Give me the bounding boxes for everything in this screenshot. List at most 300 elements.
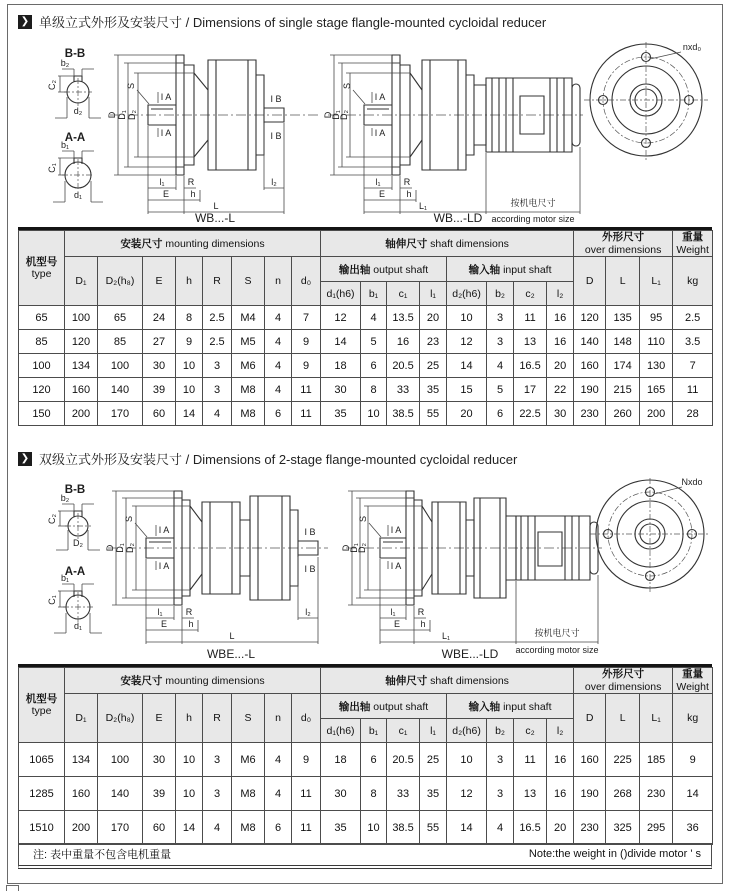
col-header: d₂(h6): [447, 719, 487, 743]
col-header: d₁(h6): [321, 282, 361, 306]
svg-text:L₁: L₁: [441, 631, 451, 641]
svg-text:I B: I B: [304, 564, 316, 574]
svg-text:A-A: A-A: [64, 566, 86, 578]
svg-text:I B: I B: [270, 131, 282, 141]
table-cell: 27: [143, 330, 176, 354]
table-cell: 38.5: [387, 811, 420, 845]
svg-text:d₁: d₁: [73, 190, 83, 200]
svg-text:D: D: [323, 111, 333, 119]
table-cell: 11: [292, 402, 321, 426]
table-cell: 4: [487, 811, 514, 845]
table-cell: 17: [514, 378, 547, 402]
svg-text:B-B: B-B: [64, 48, 86, 60]
table-cell: 3: [203, 743, 232, 777]
table-cell: 4: [265, 306, 292, 330]
table-cell: 1285: [19, 777, 65, 811]
table-row: [19, 330, 713, 354]
col-header: d₀: [292, 257, 321, 306]
table-cell: 4: [361, 306, 387, 330]
svg-text:D₁: D₁: [331, 110, 341, 120]
svg-text:d₁: d₁: [73, 621, 83, 631]
col-header: E: [143, 694, 176, 743]
table-cell: 6: [361, 743, 387, 777]
table-cell: 39: [143, 378, 176, 402]
svg-text:C₁: C₁: [47, 595, 57, 605]
table-cell: 6: [487, 402, 514, 426]
table-cell: 11: [292, 777, 321, 811]
group-over: 外形尺寸 over dimensions: [574, 668, 673, 694]
table1-header: [19, 231, 713, 306]
table-cell: 16: [547, 743, 574, 777]
table-row: [19, 743, 713, 777]
table-cell: 10: [447, 306, 487, 330]
table-cell: 20: [420, 306, 447, 330]
svg-text:E: E: [393, 619, 401, 629]
svg-text:I A: I A: [374, 92, 386, 102]
table-cell: 10: [176, 777, 203, 811]
view-wb-ld: [323, 55, 583, 224]
group-input-shaft: 输入轴 input shaft: [447, 257, 574, 282]
svg-text:b₁: b₁: [60, 573, 70, 583]
table-cell: 9: [292, 354, 321, 378]
table-cell: 10: [176, 743, 203, 777]
table-cell: 174: [606, 354, 640, 378]
group-over: 外形尺寸 over dimensions: [574, 231, 673, 257]
table-cell: 10: [176, 378, 203, 402]
table-cell: 14: [176, 811, 203, 845]
motor-size-note-zh: 按机电尺寸: [510, 198, 556, 208]
table-cell: M6: [232, 354, 265, 378]
table-cell: 65: [19, 306, 65, 330]
table-cell: 3: [203, 777, 232, 811]
svg-text:L: L: [229, 631, 235, 641]
table-cell: M8: [232, 402, 265, 426]
table-cell: 1065: [19, 743, 65, 777]
svg-text:R: R: [417, 607, 425, 617]
table-cell: M8: [232, 378, 265, 402]
table-cell: 3: [487, 330, 514, 354]
table-cell: 18: [321, 743, 361, 777]
table-cell: 190: [574, 378, 606, 402]
table-cell: 100: [19, 354, 65, 378]
table-cell: 14: [321, 330, 361, 354]
table-cell: M8: [232, 811, 265, 845]
svg-text:L₁: L₁: [418, 201, 428, 211]
table-cell: 20: [447, 402, 487, 426]
svg-text:B-B: B-B: [64, 484, 86, 496]
group-weight: 重量 Weight: [673, 231, 713, 257]
footnote-zh: 注: 表中重量不包含电机重量: [33, 848, 172, 861]
table-cell: 30: [321, 777, 361, 811]
table-cell: 120: [65, 330, 98, 354]
table-cell: 11: [673, 378, 713, 402]
table-cell: 2.5: [203, 306, 232, 330]
table-cell: 134: [65, 354, 98, 378]
svg-text:b₂: b₂: [60, 58, 70, 68]
table-cell: 4: [265, 354, 292, 378]
table-row: [19, 306, 713, 330]
svg-text:D₁: D₁: [115, 543, 125, 553]
table-cell: 5: [487, 378, 514, 402]
table-cell: 215: [606, 378, 640, 402]
drawing-single-stage: [18, 40, 712, 224]
table-cell: 3: [487, 777, 514, 811]
svg-text:C₂: C₂: [47, 514, 57, 524]
table-cell: 4: [487, 354, 514, 378]
table-cell: 295: [640, 811, 673, 845]
col-header: n: [265, 257, 292, 306]
table-cell: 140: [574, 330, 606, 354]
table-cell: 85: [19, 330, 65, 354]
svg-text:I A: I A: [160, 92, 172, 102]
table-cell: M8: [232, 777, 265, 811]
svg-text:l₂: l₂: [305, 607, 311, 617]
table-cell: 200: [640, 402, 673, 426]
table-cell: 10: [361, 811, 387, 845]
svg-text:I A: I A: [374, 128, 386, 138]
table-cell: 85: [98, 330, 143, 354]
col-header: D₁: [65, 694, 98, 743]
table-cell: 100: [98, 743, 143, 777]
svg-text:I B: I B: [304, 527, 316, 537]
col-header: D: [574, 694, 606, 743]
model-label-wbe-l: WBE...-L: [206, 647, 256, 661]
svg-text:R: R: [403, 177, 411, 187]
table-cell: 60: [143, 402, 176, 426]
table-cell: 14: [176, 402, 203, 426]
table-cell: 35: [321, 402, 361, 426]
table-cell: 9: [292, 743, 321, 777]
svg-text:R: R: [187, 177, 195, 187]
table-cell: 16.5: [514, 354, 547, 378]
svg-text:I A: I A: [160, 128, 172, 138]
table-cell: 4: [265, 743, 292, 777]
table-cell: 8: [176, 306, 203, 330]
table-cell: 11: [292, 811, 321, 845]
section-marker-icon: ❯: [18, 15, 32, 29]
table-cell: 16: [387, 330, 420, 354]
table-cell: 3: [487, 306, 514, 330]
table-cell: 22: [547, 378, 574, 402]
col-header: n: [265, 694, 292, 743]
table-cell: 200: [65, 402, 98, 426]
group-mounting: 安装尺寸 mounting dimensions: [65, 231, 321, 257]
table-row: [19, 378, 713, 402]
col-header: d₂(h6): [447, 282, 487, 306]
col-header: l₂: [547, 282, 574, 306]
svg-text:C₁: C₁: [47, 163, 57, 173]
col-header: l₂: [547, 719, 574, 743]
table-cell: 6: [361, 354, 387, 378]
col-header: R: [203, 694, 232, 743]
table-cell: 4: [265, 777, 292, 811]
table-cell: 20: [547, 354, 574, 378]
table-cell: 30: [143, 743, 176, 777]
svg-text:A-A: A-A: [64, 132, 86, 144]
model-label-wb-l: WB...-L: [194, 211, 236, 224]
table-cell: 22.5: [514, 402, 547, 426]
table-cell: 20: [547, 811, 574, 845]
col-header: c₁: [387, 719, 420, 743]
col-header: b₁: [361, 282, 387, 306]
table-cell: 9: [176, 330, 203, 354]
group-shaft: 轴伸尺寸 shaft dimensions: [321, 231, 574, 257]
table-cell: 135: [606, 306, 640, 330]
table-cell: 33: [387, 378, 420, 402]
table-cell: 36: [673, 811, 713, 845]
group-output-shaft: 输出轴 output shaft: [321, 694, 447, 719]
motor-size-note-zh: 按机电尺寸: [534, 628, 580, 638]
table-cell: 1510: [19, 811, 65, 845]
svg-text:D₁: D₁: [349, 543, 359, 553]
table-cell: 35: [321, 811, 361, 845]
model-label-wbe-ld: WBE...-LD: [441, 647, 499, 661]
table-cell: 60: [143, 811, 176, 845]
svg-text:E: E: [378, 189, 386, 199]
svg-text:b₁: b₁: [60, 140, 70, 150]
wbe-l-dimensions: [112, 491, 318, 644]
table-cell: 5: [361, 330, 387, 354]
table-cell: 15: [447, 378, 487, 402]
table-cell: 25: [420, 743, 447, 777]
col-header: D₂(h₈): [98, 694, 143, 743]
group-output-shaft: 输出轴 output shaft: [321, 257, 447, 282]
table-cell: 16: [547, 777, 574, 811]
table-cell: 35: [420, 777, 447, 811]
col-type: 机型号 type: [19, 668, 65, 743]
drawing-two-stage: [18, 476, 712, 662]
table-cell: 30: [321, 378, 361, 402]
table-cell: 20.5: [387, 743, 420, 777]
svg-text:D: D: [107, 111, 117, 119]
col-header: l₁: [420, 282, 447, 306]
table-cell: 35: [420, 378, 447, 402]
col-header: h: [176, 694, 203, 743]
group-input-shaft: 输入轴 input shaft: [447, 694, 574, 719]
col-header: E: [143, 257, 176, 306]
bolt-holes-label: Nxdo: [681, 477, 703, 487]
svg-text:h: h: [188, 619, 194, 629]
table-cell: 30: [143, 354, 176, 378]
col-header: c₂: [514, 719, 547, 743]
svg-text:D₂: D₂: [339, 110, 349, 120]
col-type: 机型号 type: [19, 231, 65, 306]
table-cell: 16: [547, 306, 574, 330]
table-cell: M6: [232, 743, 265, 777]
table-row: [19, 777, 713, 811]
col-header-kg: kg: [673, 257, 713, 306]
table-cell: 325: [606, 811, 640, 845]
svg-text:S: S: [124, 515, 134, 523]
col-header: L: [606, 257, 640, 306]
table-cell: 230: [640, 777, 673, 811]
table-cell: 3: [487, 743, 514, 777]
section-view-bb: [47, 48, 101, 118]
table-cell: 160: [65, 378, 98, 402]
svg-text:E: E: [162, 189, 170, 199]
svg-text:l₁: l₁: [157, 607, 163, 617]
col-header: l₁: [420, 719, 447, 743]
table-cell: 12: [447, 330, 487, 354]
table-cell: 14: [447, 354, 487, 378]
table2-body: [19, 743, 713, 845]
group-weight: 重量 Weight: [673, 668, 713, 694]
table-cell: 38.5: [387, 402, 420, 426]
table-cell: 24: [143, 306, 176, 330]
wbe-ld-outline: [380, 491, 598, 605]
table-cell: 2.5: [673, 306, 713, 330]
table-cell: 160: [574, 743, 606, 777]
table-cell: 4: [265, 330, 292, 354]
table-cell: 11: [292, 378, 321, 402]
table2-header: [19, 668, 713, 743]
table-row: [19, 402, 713, 426]
svg-text:D₁: D₁: [117, 110, 127, 120]
section-view-bb: [47, 484, 100, 550]
table-cell: 16.5: [514, 811, 547, 845]
section-view-aa: [47, 566, 102, 633]
svg-text:S: S: [358, 515, 368, 523]
table-cell: 28: [673, 402, 713, 426]
table-cell: 8: [361, 378, 387, 402]
svg-text:l₁: l₁: [390, 607, 396, 617]
svg-text:d₂: d₂: [73, 106, 83, 116]
svg-text:l₂: l₂: [271, 177, 277, 187]
table-cell: 225: [606, 743, 640, 777]
col-header: h: [176, 257, 203, 306]
col-header: D: [574, 257, 606, 306]
table-cell: 200: [65, 811, 98, 845]
table-cell: 120: [19, 378, 65, 402]
motor-size-note-en: according motor size: [515, 645, 599, 655]
footnote-band: [18, 843, 712, 869]
table-cell: 55: [420, 811, 447, 845]
table-cell: 4: [265, 378, 292, 402]
table-cell: 12: [447, 777, 487, 811]
view-wbe-ld: [341, 491, 602, 661]
table-cell: 33: [387, 777, 420, 811]
table-cell: 4: [203, 402, 232, 426]
footnote-en: Note:the weight in ()divide motor ' s: [528, 847, 701, 860]
table-cell: 7: [292, 306, 321, 330]
table-cell: 170: [98, 402, 143, 426]
table-cell: 140: [98, 777, 143, 811]
view-wb-l: [107, 55, 318, 224]
table-cell: 120: [574, 306, 606, 330]
col-header: L₁: [640, 694, 673, 743]
table-cell: 170: [98, 811, 143, 845]
table-cell: 9: [292, 330, 321, 354]
table1-body: [19, 306, 713, 426]
two-stage-dimension-table: [18, 667, 713, 845]
section2-title: [18, 449, 517, 468]
svg-text:l₁: l₁: [159, 177, 165, 187]
table-cell: M4: [232, 306, 265, 330]
table-cell: 13.5: [387, 306, 420, 330]
table-cell: 7: [673, 354, 713, 378]
motor-size-note-en: according motor size: [491, 214, 575, 224]
table-cell: 130: [640, 354, 673, 378]
col-header: S: [232, 257, 265, 306]
table-cell: 55: [420, 402, 447, 426]
table-cell: 160: [65, 777, 98, 811]
table-cell: 260: [606, 402, 640, 426]
table-cell: 140: [98, 378, 143, 402]
table-cell: 11: [514, 306, 547, 330]
table-cell: 18: [321, 354, 361, 378]
svg-text:I A: I A: [158, 525, 170, 535]
table-cell: 10: [447, 743, 487, 777]
svg-text:D: D: [341, 544, 351, 552]
svg-text:C₂: C₂: [47, 80, 57, 90]
table-cell: 65: [98, 306, 143, 330]
table-cell: 6: [265, 402, 292, 426]
svg-text:D₂: D₂: [127, 110, 137, 120]
wbe-ld-dimensions: [348, 491, 598, 644]
col-header: S: [232, 694, 265, 743]
section1-title: [18, 12, 546, 31]
table-cell: 100: [65, 306, 98, 330]
col-header: D₂(h₈): [98, 257, 143, 306]
col-header-kg: kg: [673, 694, 713, 743]
table-cell: 23: [420, 330, 447, 354]
page-corner-mark: [6, 885, 19, 891]
col-header: b₂: [487, 282, 514, 306]
flange-front-view: [584, 42, 708, 160]
svg-text:I A: I A: [158, 561, 170, 571]
table-cell: 190: [574, 777, 606, 811]
svg-text:E: E: [160, 619, 168, 629]
table-cell: 13: [514, 777, 547, 811]
table-cell: 95: [640, 306, 673, 330]
svg-text:S: S: [126, 82, 136, 90]
svg-text:S: S: [342, 82, 352, 90]
table-cell: 9: [673, 743, 713, 777]
view-wbe-l: [105, 491, 328, 661]
table-cell: 134: [65, 743, 98, 777]
table-cell: 11: [514, 743, 547, 777]
table-cell: 230: [574, 811, 606, 845]
flange-front-view: [590, 477, 710, 592]
table-cell: 14: [673, 777, 713, 811]
svg-text:h: h: [420, 619, 426, 629]
group-shaft: 轴伸尺寸 shaft dimensions: [321, 668, 574, 694]
svg-text:R: R: [185, 607, 193, 617]
table-row: [19, 811, 713, 845]
table-cell: 14: [447, 811, 487, 845]
table-cell: 25: [420, 354, 447, 378]
table-cell: 165: [640, 378, 673, 402]
table-cell: 3: [203, 354, 232, 378]
col-header: L: [606, 694, 640, 743]
col-header: D₁: [65, 257, 98, 306]
table-row: [19, 354, 713, 378]
section1-title-text: 单级立式外形及安装尺寸 / Dimensions of single stage flangle-mounted cycloidal reducer: [39, 15, 547, 30]
col-header: d₀: [292, 694, 321, 743]
single-stage-dimension-table: [18, 230, 713, 426]
table-cell: 4: [203, 811, 232, 845]
section-view-aa: [47, 132, 103, 202]
table-cell: 20.5: [387, 354, 420, 378]
table-cell: 150: [19, 402, 65, 426]
table-cell: 10: [176, 354, 203, 378]
table-cell: 10: [361, 402, 387, 426]
col-header: L₁: [640, 257, 673, 306]
section2-title-text: 双级立式外形及安装尺寸 / Dimensions of 2-stage flange-mounted cycloidal reducer: [39, 452, 518, 467]
svg-text:I A: I A: [390, 525, 402, 535]
table-cell: 6: [265, 811, 292, 845]
table-cell: 8: [361, 777, 387, 811]
